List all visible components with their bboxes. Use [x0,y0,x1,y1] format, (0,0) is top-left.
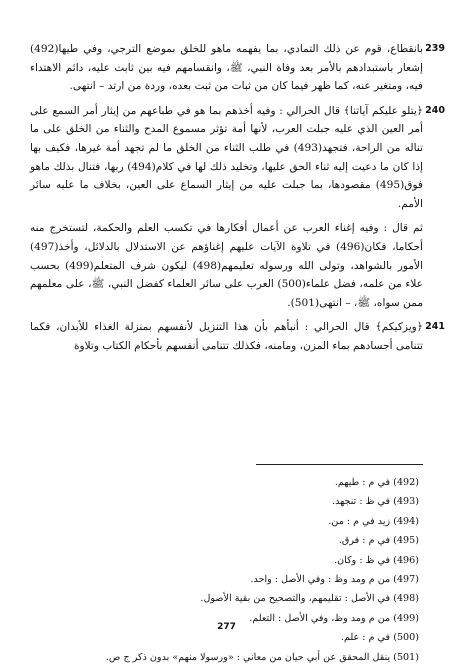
footnote-501: (501) ينقل المحقق عن أبي حيان من معاني : «ورسولا منهم» بدون ذكر ج ص. [105,651,419,663]
footnote-496: (496) في ظ : وكان. [334,554,419,566]
footnote-494: (494) زيد في م : من. [328,515,419,527]
paragraph-number: 240 [425,104,445,116]
paragraph-240 [30,102,445,214]
paragraph-239 [30,40,445,96]
paragraph-number: 241 [425,321,445,333]
paragraph-number: 239 [425,43,445,54]
footnote-divider [256,464,423,465]
paragraph-241 [30,318,445,355]
paragraph-text: ﴿ويزكيكم﴾ قال الحرالي : أنبأهم بأن هذا التنزيل لأنفسهم بمنزلة الغذاء للأبدان، فكما تتنامى أجسادهم بماء المزن، ومامنه، فكذلك تتنامى أنفسهم بأحكام الكتاب وتلاوة [30,321,423,352]
footnote-492: (492) في م : طيهم. [334,477,419,488]
paragraph-text: بانقطاع، قوم عن ذلك التمادي، بما يفهمه ماهو للخلق بموضع الترجي، وفي طيها(492) إشعار باستبدادهم بالأمر بعد وفاة النبي، ﷺ، وانقسامهم فيه بين ثابت عليه، دائم الاهتداء فيه، ومتغير عنه، كما ظهر فيما كان من ثبات من ثبت بعده، وردة من ارتد – انتهى. [30,43,423,93]
paragraph-continuation [30,219,423,312]
footnote-493: (493) في ظ : تنجهد. [332,496,419,508]
page-number: 277 [217,622,236,632]
footnote-499: (499) من م ومد وظ، وفي الأصل : التعلم. [249,612,419,624]
main-text [30,40,445,362]
footnote-495: (495) في م : فرق. [338,535,419,547]
paragraph-text: ﴿يتلو عليكم آياتنا﴾ قال الحرالي : وفيه أخذهم بما هو في طباعهم من إيثار أمر السمع على أمر العين الذي عليه جبلت العرب، لأنها أمة تؤثر مسموع المدح والثناء من الخلق على ما تناله من الراحة، فتجهد(493) في طلب الثناء من الخلق ما لم تجهد أمة غيرها، فكيف بها إذا كان ما دعيت إليه ثناء الحق عليها، وتخليد ذلك لها في كلام(494) ربها، فتنال بذلك ماهو فوق(495) مقصودها، بما جبلت عليه من إيثار السماع على العين، بخلاف ما عليه سائر الأمم. [30,104,423,210]
footnote-497: (497) من م ومد وظ : وفي الأصل : واحد. [250,574,419,586]
footnote-500: (500) في م : علم. [340,632,419,644]
paragraph-text: ثم قال : وفيه إغناء العرب عن أعمال أفكارها في تكسب العلم والحكمة، لتستخرج منه أحكاما، فكان(496) في تلاوة الآيات عليهم إغناؤهم عن الاستدلال بالدلائل، وأخذ(497) الأمور بالشواهد، وتولى الله ورسوله تعليمهم(498) ليكون شرف المتعلم(499) بحسب علاء من علمه، فضل علماء(500) العرب على سائر العلماء كفضل النبي، ﷺ، على معلمهم ممن سواه، ﷺ، – انتهى(501). [30,222,424,309]
footnotes [40,473,419,667]
footnote-498: (498) في الأصل : تقليمهم، والتصحيح من بقية الأصول. [200,593,419,605]
